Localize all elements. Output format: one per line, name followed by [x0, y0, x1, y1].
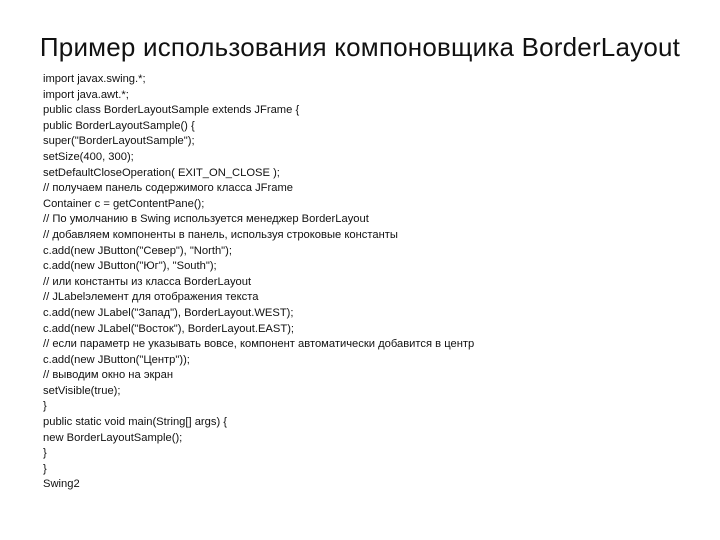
- code-line: // выводим окно на экран: [43, 369, 174, 382]
- code-line: setDefaultCloseOperation( EXIT_ON_CLOSE );: [43, 166, 280, 179]
- code-line: setVisible(true);: [43, 384, 121, 397]
- code-line: }: [43, 400, 47, 413]
- slide-title: Пример использования компоновщика BorderLayout: [39, 32, 681, 62]
- code-line: // добавляем компоненты в панель, используя строковые константы: [43, 228, 398, 241]
- code-line: }: [43, 447, 47, 460]
- code-line: public BorderLayoutSample() {: [43, 119, 195, 132]
- code-line: c.add(new JButton("Север"), "North");: [43, 244, 232, 257]
- code-line: c.add(new JLabel("Запад"), BorderLayout.WEST);: [43, 306, 294, 319]
- code-line: // или константы из класса BorderLayout: [43, 275, 252, 288]
- code-line: super("BorderLayoutSample");: [43, 135, 195, 148]
- code-line: import java.awt.*;: [43, 88, 129, 101]
- code-listing: [43, 72, 703, 493]
- code-line: // По умолчанию в Swing используется менеджер BorderLayout: [43, 213, 369, 226]
- code-line: Container c = getContentPane();: [43, 197, 205, 210]
- code-line: setSize(400, 300);: [43, 150, 134, 163]
- code-line: c.add(new JLabel("Восток"), BorderLayout.EAST);: [43, 322, 295, 335]
- code-line: public static void main(String[] args) {: [43, 416, 228, 429]
- code-line: new BorderLayoutSample();: [43, 431, 183, 444]
- code-line: public class BorderLayoutSample extends JFrame {: [43, 104, 300, 117]
- code-line: Swing2: [43, 478, 80, 491]
- code-line: // если параметр не указывать вовсе, компонент автоматически добавится в центр: [43, 338, 475, 351]
- code-line: c.add(new JButton("Центр"));: [43, 353, 190, 366]
- code-line: // JLabelэлемент для отображения текста: [43, 291, 259, 304]
- code-line: // получаем панель содержимого класса JFrame: [43, 182, 294, 195]
- code-line: import javax.swing.*;: [43, 73, 146, 85]
- code-line: }: [43, 462, 47, 475]
- code-line: c.add(new JButton("Юг"), "South");: [43, 260, 217, 273]
